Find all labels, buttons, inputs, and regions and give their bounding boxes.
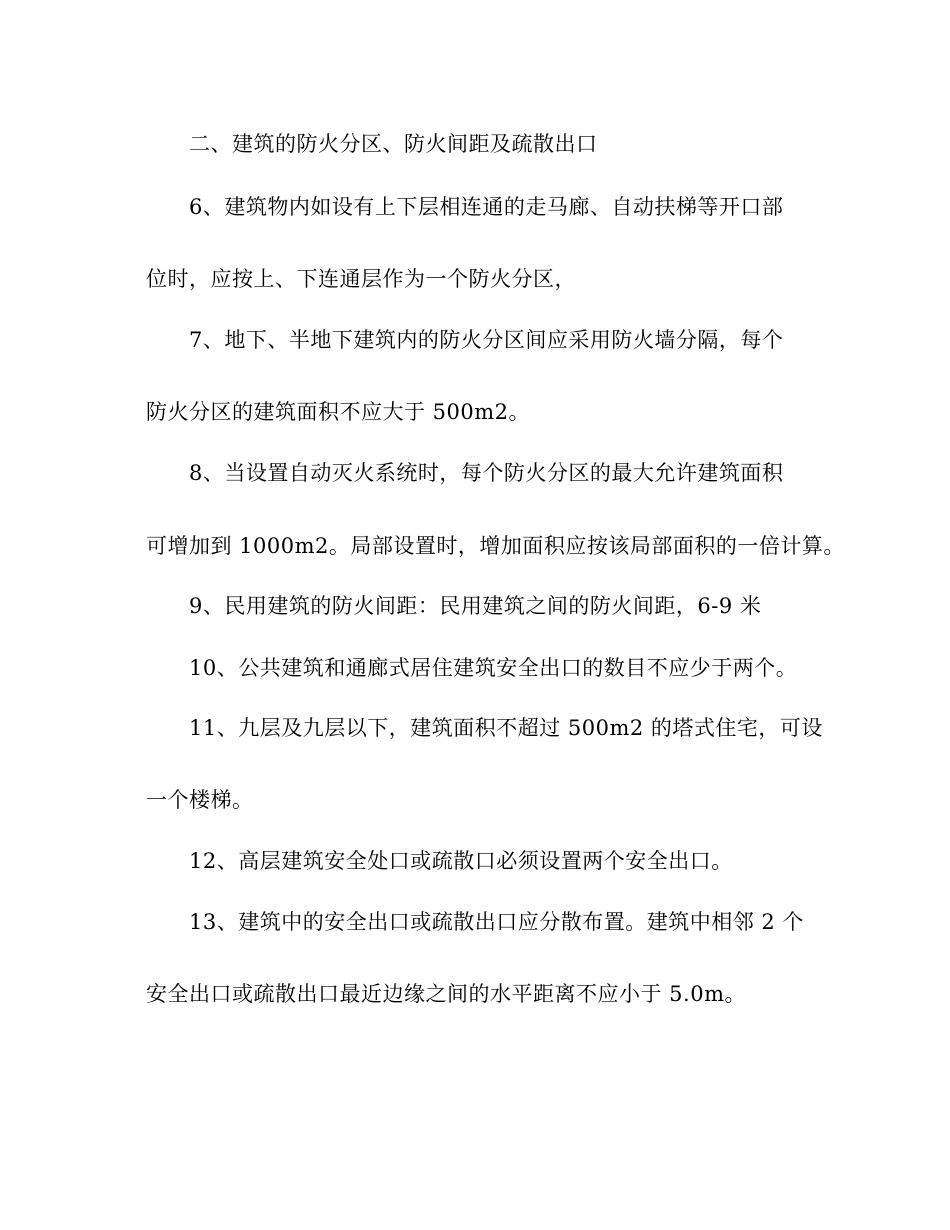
paragraph-line: 9、民用建筑的防火间距：民用建筑之间的防火间距，6-9 米 [189,594,762,618]
paragraph-line: 11、九层及九层以下，建筑面积不超过 500m2 的塔式住宅，可设 [189,716,823,740]
paragraph-line: 13、建筑中的安全出口或疏散出口应分散布置。建筑中相邻 2 个 [189,910,804,934]
paragraph-line: 位时，应按上、下连通层作为一个防火分区， [146,267,576,291]
paragraph-line: 8、当设置自动灭火系统时，每个防火分区的最大允许建筑面积 [189,461,784,485]
paragraph-line: 10、公共建筑和通廊式居住建筑安全出口的数目不应少于两个。 [189,656,798,680]
paragraph-line: 防火分区的建筑面积不应大于 500m2。 [146,400,531,424]
paragraph-line: 一个楼梯。 [146,788,254,812]
paragraph-line: 7、地下、半地下建筑内的防火分区间应采用防火墙分隔，每个 [189,328,784,352]
paragraph-line: 12、高层建筑安全处口或疏散口必须设置两个安全出口。 [189,849,733,873]
paragraph-line: 可增加到 1000m2。局部设置时，增加面积应按该局部面积的一倍计算。 [146,534,845,558]
section-heading: 二、建筑的防火分区、防火间距及疏散出口 [189,132,598,156]
paragraph-line: 6、建筑物内如设有上下层相连通的走马廊、自动扶梯等开口部 [189,195,784,219]
paragraph-line: 安全出口或疏散出口最近边缘之间的水平距离不应小于 5.0m。 [146,982,746,1006]
